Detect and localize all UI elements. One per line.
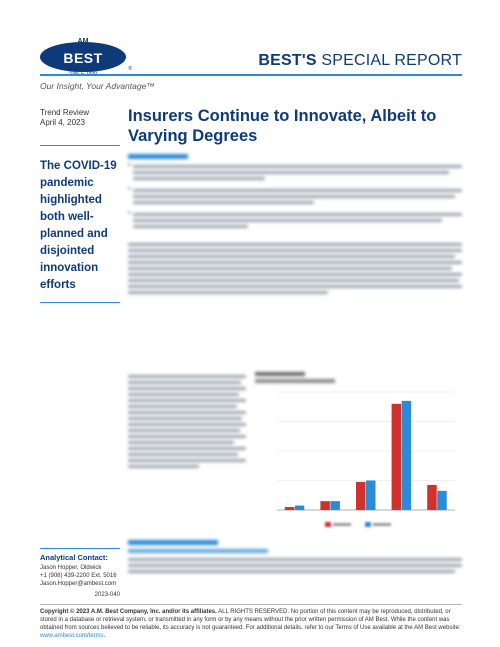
chart-svg bbox=[255, 386, 462, 532]
footer bbox=[40, 608, 462, 640]
chart-bar bbox=[320, 501, 330, 510]
subheading-placeholder bbox=[128, 154, 188, 159]
chart-bar bbox=[285, 507, 295, 510]
report-title bbox=[258, 52, 462, 70]
footer-copyright-text: ALL RIGHTS RESERVED. No portion of this content may be reproduced, distributed, or stored in a database or retrieval system, or transmitted in any form or by any means without the prior written permission of AM Best. While the content was obtained from sources believed to be reliable, its accuracy is not guaranteed. For additional details, refer to our Terms of Use available at the AM Best website: bbox=[40, 609, 461, 631]
left-rule bbox=[40, 145, 120, 146]
chart-bar bbox=[437, 491, 447, 510]
contact-phone: +1 (908) 439-2200 Ext. 5016 bbox=[40, 573, 117, 579]
contact-email[interactable]: Jason.Hopper@ambest.com bbox=[40, 581, 117, 587]
chart-bar bbox=[356, 482, 366, 510]
report-title-bold: BEST'S bbox=[258, 52, 317, 69]
analytical-contact bbox=[40, 548, 120, 598]
registered-icon: ® bbox=[128, 66, 132, 72]
chart-bar bbox=[330, 501, 340, 510]
legend-label-placeholder bbox=[333, 523, 351, 526]
legend-swatch bbox=[325, 522, 331, 527]
blurred-summary bbox=[128, 154, 462, 294]
legend-swatch bbox=[365, 522, 371, 527]
chart-bar bbox=[402, 401, 412, 510]
bullet-item: • bbox=[128, 162, 462, 183]
bullet-item: • bbox=[128, 186, 462, 207]
report-type: Trend Review bbox=[40, 108, 90, 117]
main-column bbox=[128, 106, 462, 297]
contact-rule bbox=[40, 548, 120, 549]
paragraph-placeholder bbox=[128, 243, 462, 294]
chart-bar bbox=[392, 404, 402, 510]
footer-copyright-bold: Copyright © 2023 A.M. Best Company, Inc. and/or its affiliates. bbox=[40, 609, 217, 615]
left-column bbox=[40, 108, 120, 303]
bullet-item: • bbox=[128, 210, 462, 231]
logo-am-text: AM bbox=[77, 38, 89, 45]
contact-title: Analytical Contact: bbox=[40, 553, 108, 562]
footer-rule bbox=[40, 604, 462, 605]
report-number: 2023-040 bbox=[94, 592, 120, 598]
report-date: April 4, 2023 bbox=[40, 118, 85, 127]
contact-name: Jason Hopper, Oldwick bbox=[40, 565, 102, 571]
chart-heading-placeholder bbox=[255, 372, 462, 383]
am-best-logo bbox=[40, 38, 132, 78]
chart-bar bbox=[366, 481, 376, 511]
bar-chart bbox=[255, 372, 462, 532]
legend-label-placeholder bbox=[373, 523, 391, 526]
header-rule bbox=[40, 74, 462, 76]
footer-terms-link[interactable]: www.ambest.com/terms bbox=[40, 633, 104, 639]
footer-period: . bbox=[103, 633, 106, 639]
pull-quote: The COVID-19 pandemic highlighted both well-planned and disjointed innovation efforts bbox=[40, 160, 117, 291]
left-rule-bottom bbox=[40, 302, 120, 303]
legend-placeholder bbox=[325, 522, 391, 527]
paragraph-left-of-chart bbox=[128, 372, 246, 471]
chart-bar bbox=[295, 506, 305, 510]
chart-bar bbox=[427, 485, 437, 510]
lower-section bbox=[128, 540, 462, 576]
logo-best-text: BEST bbox=[63, 50, 103, 66]
tagline: Our Insight, Your Advantage™ bbox=[40, 81, 155, 91]
report-title-rest: SPECIAL REPORT bbox=[316, 52, 462, 69]
page-title: Insurers Continue to Innovate, Albeit to Varying Degrees bbox=[128, 107, 437, 145]
